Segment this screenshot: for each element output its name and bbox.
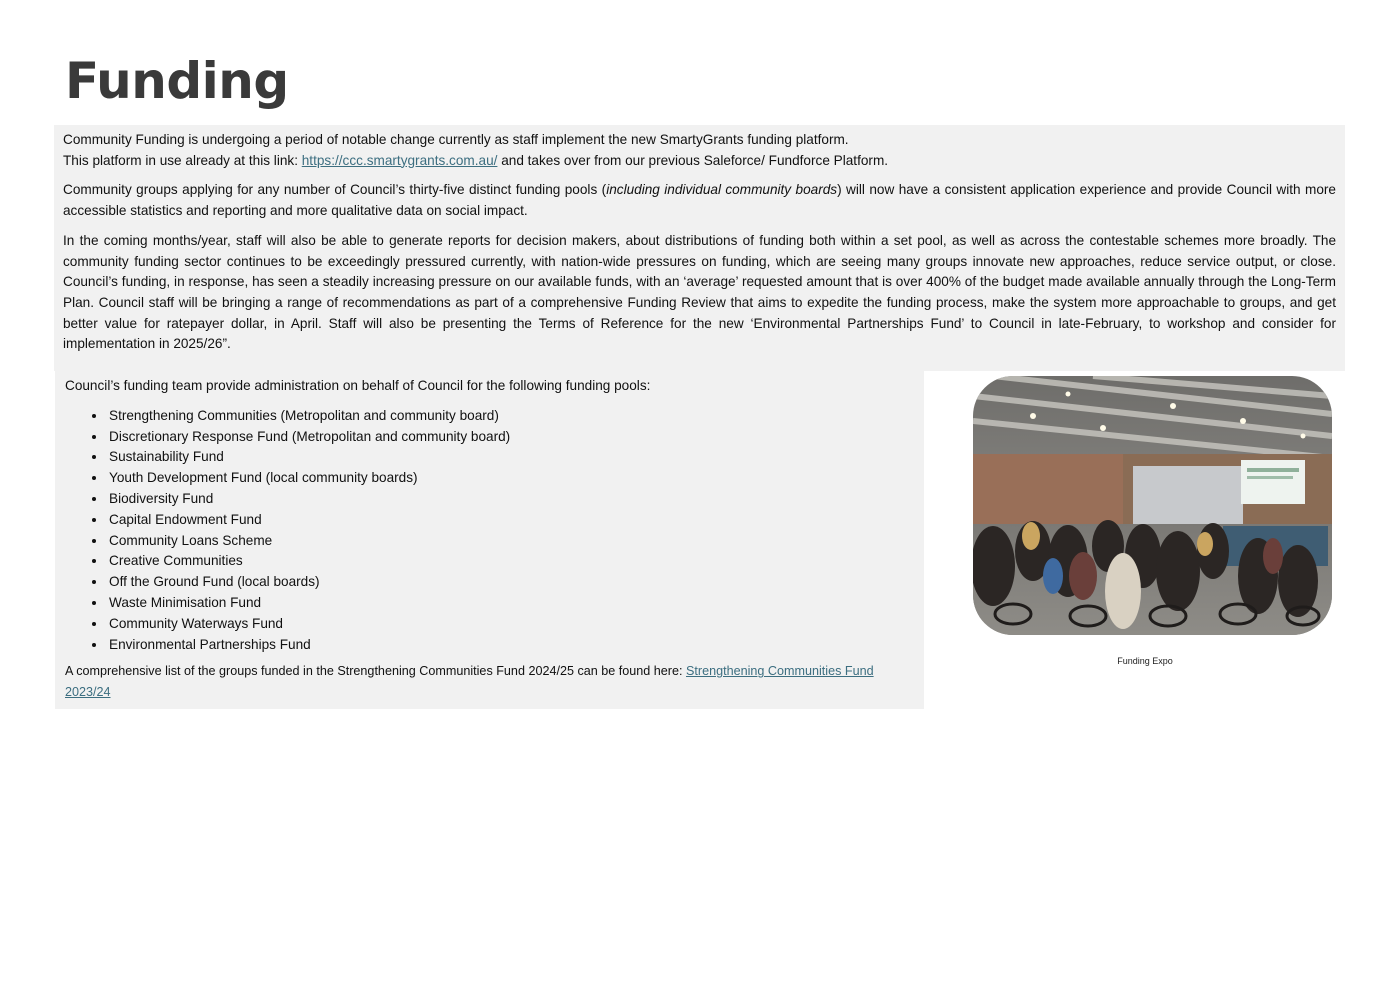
page-title: Funding xyxy=(65,52,289,110)
list-item: • Strengthening Communities (Metropolitan and community board) xyxy=(107,406,914,427)
intro-paragraph-2 xyxy=(63,180,1336,221)
intro-line-2-suffix: and takes over from our previous Saleforce/ Fundforce Platform. xyxy=(497,152,889,168)
para2-italic: including individual community boards xyxy=(606,182,838,198)
list-item: • Off the Ground Fund (local boards) xyxy=(107,572,914,593)
intro-line-2 xyxy=(63,151,1336,172)
para2-suffix: ) will now have a consistent application experience and provide Council with more accessible statistics and reporting and more qualitative data on social impact. xyxy=(63,182,1336,219)
list-item: • Biodiversity Fund xyxy=(107,489,914,510)
list-item: • Youth Development Fund (local community boards) xyxy=(107,468,914,489)
list-item: • Creative Communities xyxy=(107,551,914,572)
pools-list xyxy=(65,406,914,656)
para2-prefix: Community groups applying for any number of Council’s thirty-five distinct funding pools ( xyxy=(63,182,607,198)
list-item: • Waste Minimisation Fund xyxy=(107,593,914,614)
intro-paragraph-3: In the coming months/year, staff will also be able to generate reports for decision makers, about distributions of funding both within a set pool, as well as across the contestable schemes more broadly. The community funding sector continues to be exceedingly pressured currently, with nation-wide pressures on funding, which are seeing many groups innovate new approaches, reduce service output, or close. Council’s funding, in response, has seen a steadily increasing pressure on our available funds, with an ‘average’ requested amount that is over 400% of the budget made available annually through the Long-Term Plan. Council staff will be bringing a range of recommendations as part of a comprehensive Funding Review that aims to expedite the funding process, make the system more approachable to groups, and get better value for ratepayer dollar, in April. Staff will also be presenting the Terms of Reference for the new ‘Environmental Partnerships Fund’ to Council in late-February, to workshop and consider for implementation in 2025/26”. xyxy=(63,232,1336,352)
pools-lead: Council’s funding team provide administration on behalf of Council for the following funding pools: xyxy=(65,378,651,393)
photo-caption: Funding Expo xyxy=(1117,656,1173,666)
funding-pools-panel xyxy=(55,371,924,709)
strengthening-communities-link[interactable]: Strengthening Communities Fund 2023/24 xyxy=(65,664,874,700)
list-item: • Discretionary Response Fund (Metropolitan and community board) xyxy=(107,427,914,448)
list-item: • Environmental Partnerships Fund xyxy=(107,635,914,656)
list-item: • Community Loans Scheme xyxy=(107,531,914,552)
list-item: • Capital Endowment Fund xyxy=(107,510,914,531)
list-item: • Sustainability Fund xyxy=(107,447,914,468)
list-item: • Community Waterways Fund xyxy=(107,614,914,635)
pools-footer-text: A comprehensive list of the groups funded in the Strengthening Communities Fund 2024/25 can be found here: xyxy=(65,664,686,679)
pools-footer xyxy=(65,661,914,703)
intro-panel xyxy=(54,125,1345,371)
smartygrants-link[interactable]: https://ccc.smartygrants.com.au/ xyxy=(301,152,498,168)
funding-expo-photo xyxy=(973,376,1332,635)
intro-line-2-prefix: This platform in use already at this link: xyxy=(63,152,302,168)
intro-line-1: Community Funding is undergoing a period of notable change currently as staff implement the new SmartyGrants funding platform. xyxy=(63,132,849,147)
